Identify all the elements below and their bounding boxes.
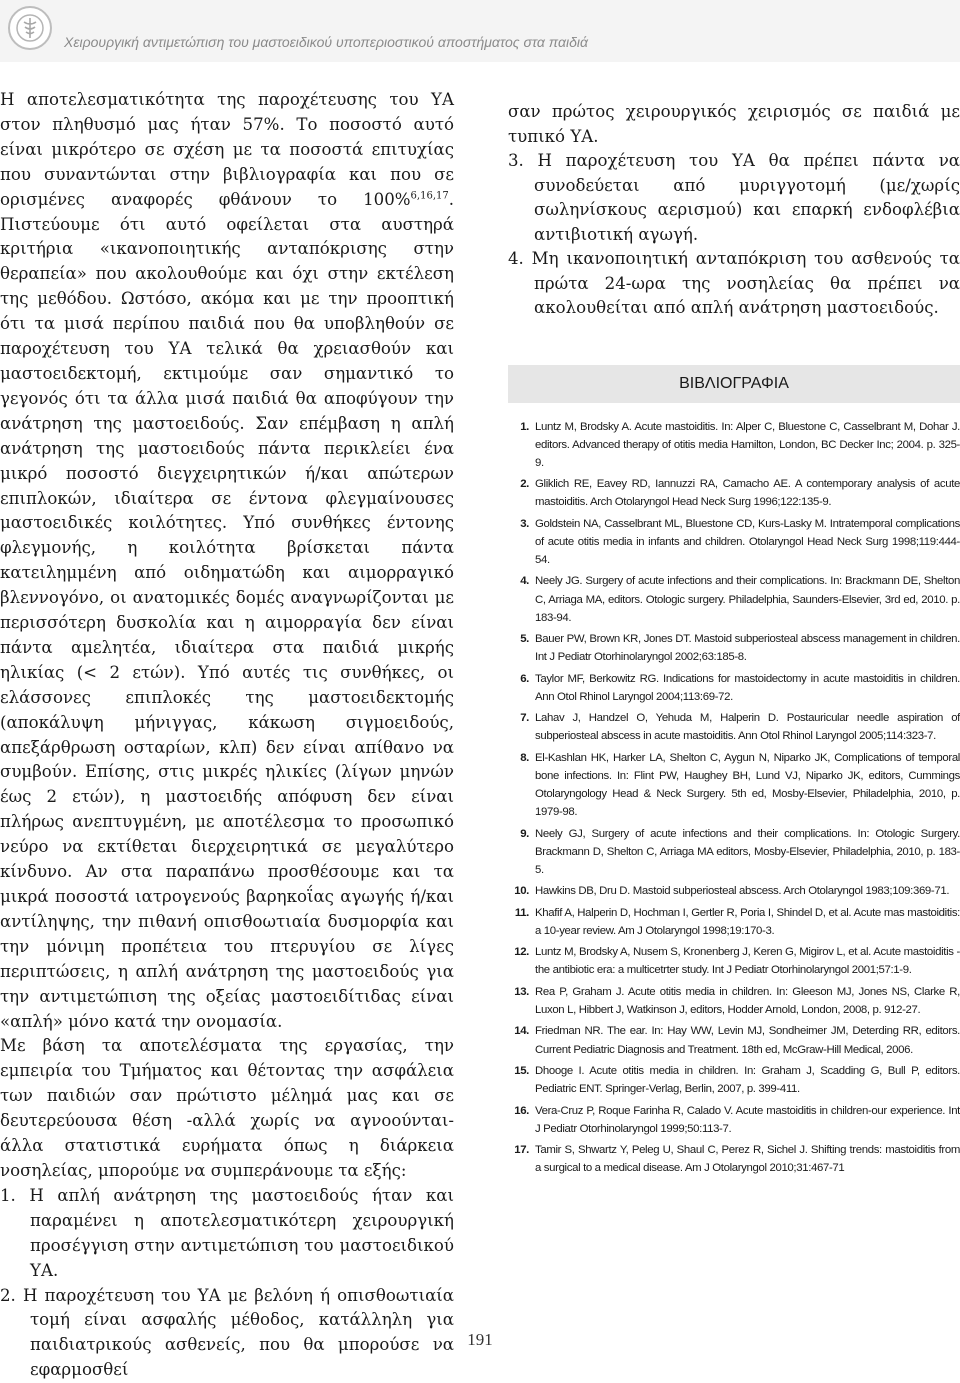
reference-number: 6. [508,670,535,706]
reference-item [508,882,960,900]
paragraph-text-part1: Η αποτελεσματικότητα της παροχέτευσης του ΥΑ στον πληθυσμό μας ήταν 57%. Το ποσοστό αυτό είναι μικρότερο σε σχέση με τα ποσοστά επιτυχίας που συναντώνται στην βιβλιογραφία και που σε ορισμένες αναφορές φθάνουν το 100% [0,90,454,209]
reference-item [508,630,960,666]
left-column [0,88,454,1383]
reference-item [508,1141,960,1177]
reference-number: 14. [508,1022,535,1058]
journal-seal-icon [8,6,52,50]
reference-number: 16. [508,1102,535,1138]
reference-item [508,1022,960,1058]
seal-emblem-icon [15,13,45,43]
reference-text: Neely GJ, Surgery of acute infections and their complications. In: Otologic Surgery. Brackmann D, Shelton C, Arriaga MA editors, Mosby-Elsevier, Philadelphia, 2010, p. 183-5. [535,825,960,879]
reference-item [508,749,960,821]
reference-item [508,1102,960,1138]
reference-number: 3. [508,515,535,569]
reference-number: 10. [508,882,535,900]
reference-number: 17. [508,1141,535,1177]
reference-item [508,1062,960,1098]
reference-text: Luntz M, Brodsky A, Nusem S, Kronenberg J, Keren G, Migirov L, et al. Acute mastoiditis - the antibiotic era: a multicetrter study. Int J Pediatr Otorhinolaryngol 2001;57:1-9. [535,943,960,979]
reference-text: Goldstein NA, Casselbrant ML, Bluestone CD, Kurs-Lasky M. Intratemporal complications of acute otitis media in infants and children. Otolaryngol Head Neck Surg 1998;119:444-54. [535,515,960,569]
reference-text: Lahav J, Handzel O, Yehuda M, Halperin D. Postauricular needle aspiration of subperiosteal abscess in acute mastoiditis. Ann Otol Rhinol Laryngol 2005;114:323-7. [535,709,960,745]
reference-item [508,670,960,706]
discussion-paragraph [0,88,454,1034]
reference-item [508,825,960,879]
reference-item [508,475,960,511]
references-heading: ΒΙΒΛΙΟΓΡΑΦΙΑ [508,365,960,403]
reference-item [508,709,960,745]
reference-text: Bauer PW, Brown KR, Jones DT. Mastoid subperiosteal abscess management in children. Int J Pediatr Otorhinolaryngol 2002;63:185-8. [535,630,960,666]
conclusion-item-4: 4. Μη ικανοποιητική ανταπόκριση του ασθενούς τα πρώτα 24-ωρα της νοσηλείας θα πρέπει να ακολουθείται από απλή ανάτρηση μαστοειδούς. [508,247,960,321]
conclusion-item-2-continuation: σαν πρώτος χειρουργικός χειρισμός σε παιδιά με τυπικό ΥΑ. [508,100,960,149]
reference-number: 1. [508,418,535,472]
reference-text: Rea P, Graham J. Acute otitis media in children. In: Gleeson MJ, Jones NS, Clarke R, Luxon L, Hibbert J, Watkinson J, editors, Hodder Arnold, London, 2008, p. 912-27. [535,983,960,1019]
conclusion-paragraph: Με βάση τα αποτελέσματα της εργασίας, την εμπειρία του Τμήματος και θέτοντας την ασφάλεια των παιδιών σαν πρώτιστο μέλημά μας και σε δευτερεύουσα θέση -αλλά χωρίς να αγνοούνται- άλλα στατιστικά ευρήματα όπως η διάρκεια νοσηλείας, μπορούμε να συμπεράνουμε τα εξής: [0,1034,454,1183]
reference-number: 9. [508,825,535,879]
reference-number: 12. [508,943,535,979]
page-number: 191 [0,1330,960,1350]
reference-number: 4. [508,572,535,626]
reference-number: 8. [508,749,535,821]
conclusion-item-3: 3. Η παροχέτευση του ΥΑ θα πρέπει πάντα να συνοδεύεται από μυριγγοτομή (με/χωρίς σωληνίσκους αερισμού) και επαρκή ενδοφλέβια αντιβιοτική αγωγή. [508,149,960,247]
running-header [0,0,960,62]
reference-number: 7. [508,709,535,745]
conclusion-item-1: 1. Η απλή ανάτρηση της μαστοειδούς ήταν και παραμένει η αποτελεσματικότερη χειρουργική προσέγγιση στην αντιμετώπιση του μαστοειδικού ΥΑ. [0,1184,454,1284]
reference-text: Neely JG. Surgery of acute infections and their complications. In: Brackmann DE, Shelton C, Arriaga MA, editors. Otologic surgery. Philadelphia, Saunders-Elsevier, 3rd ed, 2010. p. 183-94. [535,572,960,626]
reference-number: 5. [508,630,535,666]
reference-text: Hawkins DB, Dru D. Mastoid subperiosteal abscess. Arch Otolaryngol 1983;109:369-71. [535,882,960,900]
conclusion-item-2: 2. Η παροχέτευση του ΥΑ με βελόνη ή οπισθοωτιαία τομή είναι ασφαλής μέθοδος, κατάλληλη για παιδιατρικούς ασθενείς, που θα μπορούσε να εφαρμοσθεί [0,1284,454,1383]
reference-text: Dhooge I. Acute otitis media in children. In: Graham J, Scadding G, Bull P, editors. Pediatric ENT. Springer-Verlag, Berlin, 2007, p. 399-411. [535,1062,960,1098]
reference-text: Luntz M, Brodsky A. Acute mastoiditis. In: Alper C, Bluestone C, Casselbrant M, Dohar J. editors. Advanced therapy of otitis media Hamilton, London, BC Decker Inc; 2004. p. 325-9. [535,418,960,472]
reference-number: 13. [508,983,535,1019]
references-list [508,418,960,1178]
reference-text: El-Kashlan HK, Harker LA, Shelton C, Aygun N, Niparko JK, Complications of temporal bone infections. In: Flint PW, Haughey BH, Lund VJ, Niparko JK, editors, Cummings Otolaryngology Head & Neck Surgery. 5th ed, Mosby-Elsevier, Philadelphia, 2010, p. 1979-98. [535,749,960,821]
reference-text: Vera-Cruz P, Roque Farinha R, Calado V. Acute mastoiditis in children-our experience. Int J Pediatr Otorhinolaryngol 1999;50:113-7. [535,1102,960,1138]
reference-item [508,418,960,472]
reference-item [508,515,960,569]
running-title: Χειρουργική αντιμετώπιση του μαστοειδικού υποπεριοστικού αποστήματος στα παιδιά [64,34,588,50]
reference-number: 2. [508,475,535,511]
citation-superscript: 6,16,17 [411,190,449,201]
reference-text: Tamir S, Shwartz Y, Peleg U, Shaul C, Perez R, Sichel J. Shifting trends: mastoiditis from a surgical to a medical disease. Am J Otolaryngol 2010;31:467-71 [535,1141,960,1177]
paragraph-text-part2: . Πιστεύουμε ότι αυτό οφείλεται στα αυστηρά κριτήρια «ικανοποιητικής ανταπόκρισης στην θεραπεία» που ακολουθούμε και όχι στην εκτέλεση της μεθόδου. Ωστόσο, ακόμα και με την προοπτική ότι τα μισά περίπου παιδιά που θα υποβληθούν σε παροχέτευση του ΥΑ τελικά θα χρειασθούν και μαστοειδεκτομή, εκτιμούμε σαν σημαντικό το γεγονός ότι τα άλλα μισά παιδιά θα αποφύγουν την ανάτρηση της μαστοειδούς. Σαν επέμβαση η απλή ανάτρηση της μαστοειδούς πάντα περικλείει ένα μικρό ποσοστό διεγχειρητικών ή/και απώτερων επιπλοκών, ιδιαίτερα σε έντονα φλεγμαίνουσες μαστοειδικές κοιλότητες. Υπό συνθήκες έντονης φλεγμονής, η κοιλότητα βρίσκεται πάντα κατειλημμένη από οιδηματώδη και αιμορραγικό βλεννογόνο, οι ανατομικές δομές αναγνωρίζονται με περισσότερη δυσκολία και η αιμορραγία δεν είναι πάντα αμελητέα, ιδιαίτερα στα παιδιά μικρής ηλικίας (< 2 ετών). Υπό αυτές τις συνθήκες, οι ελάσσονες επιπλοκές της μαστοειδεκτομής (αποκάλυψη μήνιγγας, κάκωση σιγμοειδούς, απεξάρθρωση οσταρίων, κλπ) δεν είναι απίθανο να συμβούν. Επίσης, στις μικρές ηλικίες (λίγων μηνών έως 2 ετών), η μαστοειδής απόφυση δεν είναι πλήρως ανεπτυγμένη, με αποτέλεσμα το προσωπικό νεύρο να εκτίθεται διερχειρητικά σε μεγαλύτερο κίνδυνο. Αν στα παραπάνω προσθέσουμε και τα μικρά ποσοστά ιατρογενούς βαρηκοΐας αγωγής ή/και αντίληψης, την πιθανή οπισθοωτιαία δυσμορφία και την μόνιμη προπέτεια του πτερυγίου σε λίγες περιπτώσεις, η απλή ανάτρηση της μαστοειδούς για την αντιμετώπιση της οξείας μαστοειδίτιδας είναι «απλή» μόνο κατά την ονομασία. [0,190,454,1031]
reference-item [508,572,960,626]
reference-text: Taylor MF, Berkowitz RG. Indications for mastoidectomy in acute mastoiditis in children. Ann Otol Rhinol Laryngol 2004;113:69-72. [535,670,960,706]
right-column [508,100,960,1181]
reference-item [508,983,960,1019]
reference-text: Gliklich RE, Eavey RD, Iannuzzi RA, Camacho AE. A contemporary analysis of acute mastoiditis. Arch Otolaryngol Head Neck Surg 1996;122:135-9. [535,475,960,511]
reference-number: 15. [508,1062,535,1098]
reference-item [508,904,960,940]
reference-text: Friedman NR. The ear. In: Hay WW, Levin MJ, Sondheimer JM, Deterding RR, editors. Current Pediatric Diagnosis and Treatment. 18th ed, McGraw-Hill Medical, 2006. [535,1022,960,1058]
reference-item [508,943,960,979]
reference-text: Khafif A, Halperin D, Hochman I, Gertler R, Poria I, Shindel D, et al. Acute mas mastoiditis: a 10-year review. Am J Otolaryngol 1998;19:170-3. [535,904,960,940]
reference-number: 11. [508,904,535,940]
